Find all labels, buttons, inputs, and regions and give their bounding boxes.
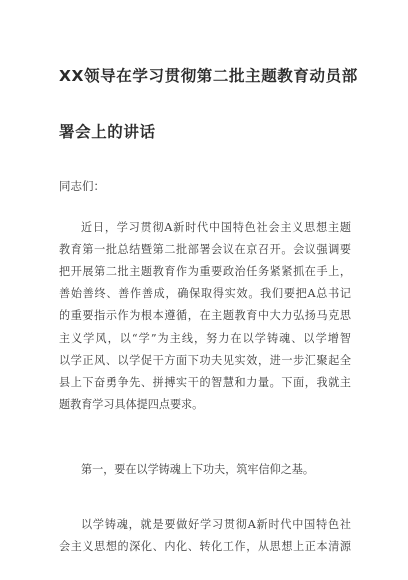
paragraph-1-line: 近日，学习贯彻A新时代中国特色社会主义思想主题 bbox=[81, 221, 351, 234]
greeting: 同志们： bbox=[59, 179, 105, 193]
paragraph-1-line: 主义学风，以“学”为主线，努力在以学铸魂、以学增智 bbox=[59, 332, 351, 345]
paragraph-2-line: 会主义思想的深化、内化、转化工作，从思想上正本清源 bbox=[59, 540, 351, 553]
paragraph-1-line: 的重要指示作为根本遵循，在主题教育中大力弘扬马克思 bbox=[59, 309, 351, 322]
section-1-heading: 第一，要在以学铸魂上下功夫，筑牢信仰之基。 bbox=[81, 463, 314, 476]
paragraph-1-line: 以学正风、以学促干方面下功夫见实效，进一步汇聚起全 bbox=[59, 354, 351, 367]
document-title-line-1: XX领导在学习贯彻第二批主题教育动员部 bbox=[59, 67, 358, 85]
paragraph-1-line: 教育第一批总结暨第二批部署会议在京召开。会议强调要 bbox=[59, 243, 351, 256]
paragraph-1-line: 县上下奋勇争先、拼搏实干的智慧和力量。下面，我就主 bbox=[59, 376, 351, 389]
paragraph-2-line: 以学铸魂，就是要做好学习贯彻A新时代中国特色社 bbox=[81, 518, 351, 531]
paragraph-1-line: 题教育学习具体提四点要求。 bbox=[59, 398, 204, 411]
paragraph-1-line: 善始善终、善作善成，确保取得实效。我们要把A总书记 bbox=[59, 287, 351, 300]
paragraph-1-line: 把开展第二批主题教育作为重要政治任务紧紧抓在手上， bbox=[59, 265, 351, 278]
document-title-line-2: 署会上的讲话 bbox=[59, 123, 156, 141]
